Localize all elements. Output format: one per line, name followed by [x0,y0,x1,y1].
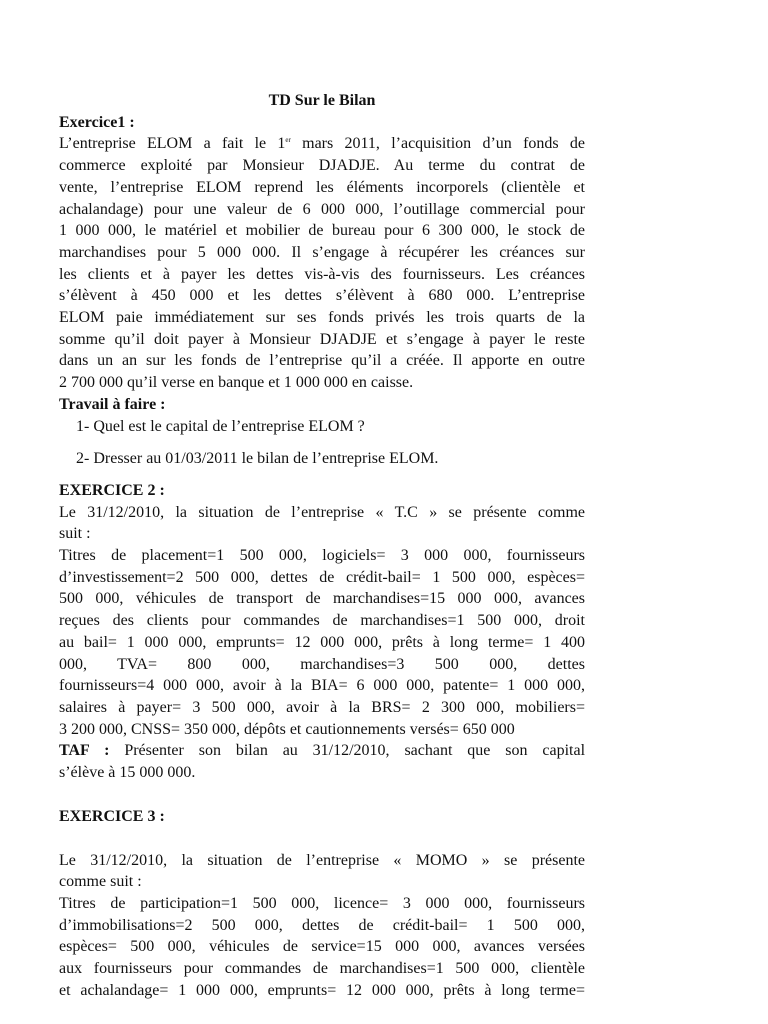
text-line: d’investissement=2 500 000, dettes de crédit-bail= 1 500 000, espèces= [59,568,585,586]
text-line: vente, l’entreprise ELOM reprend les éléments incorporels (clientèle et [59,178,585,196]
text-line: comme suit : [59,873,142,891]
text-line: Le 31/12/2010, la situation de l’entreprise « T.C » se présente comme [59,503,585,521]
text-line: commerce exploité par Monsieur DJADJE. Au terme du contrat de [59,157,585,175]
text-line: dans un an sur les fonds de l’entreprise qu’il a créée. Il apporte en outre [59,352,585,370]
text-line: marchandises pour 5 000 000. Il s’engage à récupérer les créances sur [59,243,585,261]
text-line: fournisseurs=4 000 000, avoir à la BIA= 6 000 000, patente= 1 000 000, [59,677,585,695]
text-line [59,133,585,155]
text-line: 3 200 000, CNSS= 350 000, dépôts et cautionnements versés= 650 000 [59,720,515,738]
spacer [59,470,585,480]
spacer [59,437,585,448]
exercise-3-statement [59,850,585,1002]
question-2: 2- Dresser au 01/03/2011 le bilan de l’entreprise ELOM. [76,450,439,468]
text-line: ELOM paie immédiatement sur ses fonds privés les trois quarts de la [59,309,585,327]
text-line: salaires à payer= 3 500 000, avoir à la BRS= 2 300 000, mobiliers= [59,698,585,716]
exercise-1-heading: Exercice1 : [59,113,135,131]
text-line: d’immobilisations=2 500 000, dettes de crédit-bail= 1 500 000, [59,916,585,934]
text-line: espèces= 500 000, véhicules de service=15 000 000, avances versées [59,938,585,956]
text-line: Le 31/12/2010, la situation de l’entreprise « MOMO » se présente [59,851,585,869]
text-line: 000, TVA= 800 000, marchandises=3 500 000, dettes [59,655,585,673]
text-line: achalandage) pour une valeur de 6 000 000, l’outillage commercial pour [59,200,585,218]
text-line: 1 000 000, le matériel et mobilier de bureau pour 6 300 000, le stock de [59,222,585,240]
text-line: reçues des clients pour commandes de marchandises=1 500 000, droit [59,612,585,630]
text-fragment: Présenter son bilan au 31/12/2010, sachant que son capital [109,742,586,760]
exercise-1 [59,112,585,470]
document-page [59,90,585,1001]
exercise-3-heading: EXERCICE 3 : [59,807,165,825]
exercise-3 [59,806,585,1002]
text-line: Titres de participation=1 500 000, licence= 3 000 000, fournisseurs [59,894,585,912]
ordinal-suffix: er [285,136,291,145]
spacer [59,828,585,850]
text-fragment: mars 2011, l’acquisition d’un fonds de [290,135,585,153]
text-line: 2 700 000 qu’il verse en banque et 1 000 000 en caisse. [59,374,414,392]
text-line: s’élèvent à 450 000 et les dettes s’élèvent à 680 000. L’entreprise [59,287,585,305]
text-line: somme qu’il doit payer à Monsieur DJADJE et s’engage à payer le reste [59,330,585,348]
text-line: au bail= 1 000 000, emprunts= 12 000 000, prêts à long terme= 1 400 [59,633,585,651]
exercise-1-statement [59,133,585,393]
exercise-2 [59,480,585,784]
text-line [59,740,585,762]
text-line: Titres de placement=1 500 000, logiciels= 3 000 000, fournisseurs [59,547,585,565]
taf-label: TAF : [59,742,110,760]
text-line: aux fournisseurs pour commandes de marchandises=1 500 000, clientèle [59,960,585,978]
exercise-2-statement [59,502,585,784]
document-title: TD Sur le Bilan [268,92,376,109]
spacer [59,784,585,806]
text-line: et achalandage= 1 000 000, emprunts= 12 000 000, prêts à long terme= [59,981,585,999]
exercise-2-heading: EXERCICE 2 : [59,481,165,499]
text-line: s’élève à 15 000 000. [59,764,196,782]
work-to-do-heading: Travail à faire : [59,395,166,413]
question-1: 1- Quel est le capital de l’entreprise ELOM ? [76,417,365,435]
text-line: suit : [59,525,91,543]
text-line: 500 000, véhicules de transport de marchandises=15 000 000, avances [59,590,585,608]
text-line: les clients et à payer les dettes vis-à-vis des fournisseurs. Les créances [59,265,585,283]
text-fragment: L’entreprise ELOM a fait le 1 [59,135,286,153]
